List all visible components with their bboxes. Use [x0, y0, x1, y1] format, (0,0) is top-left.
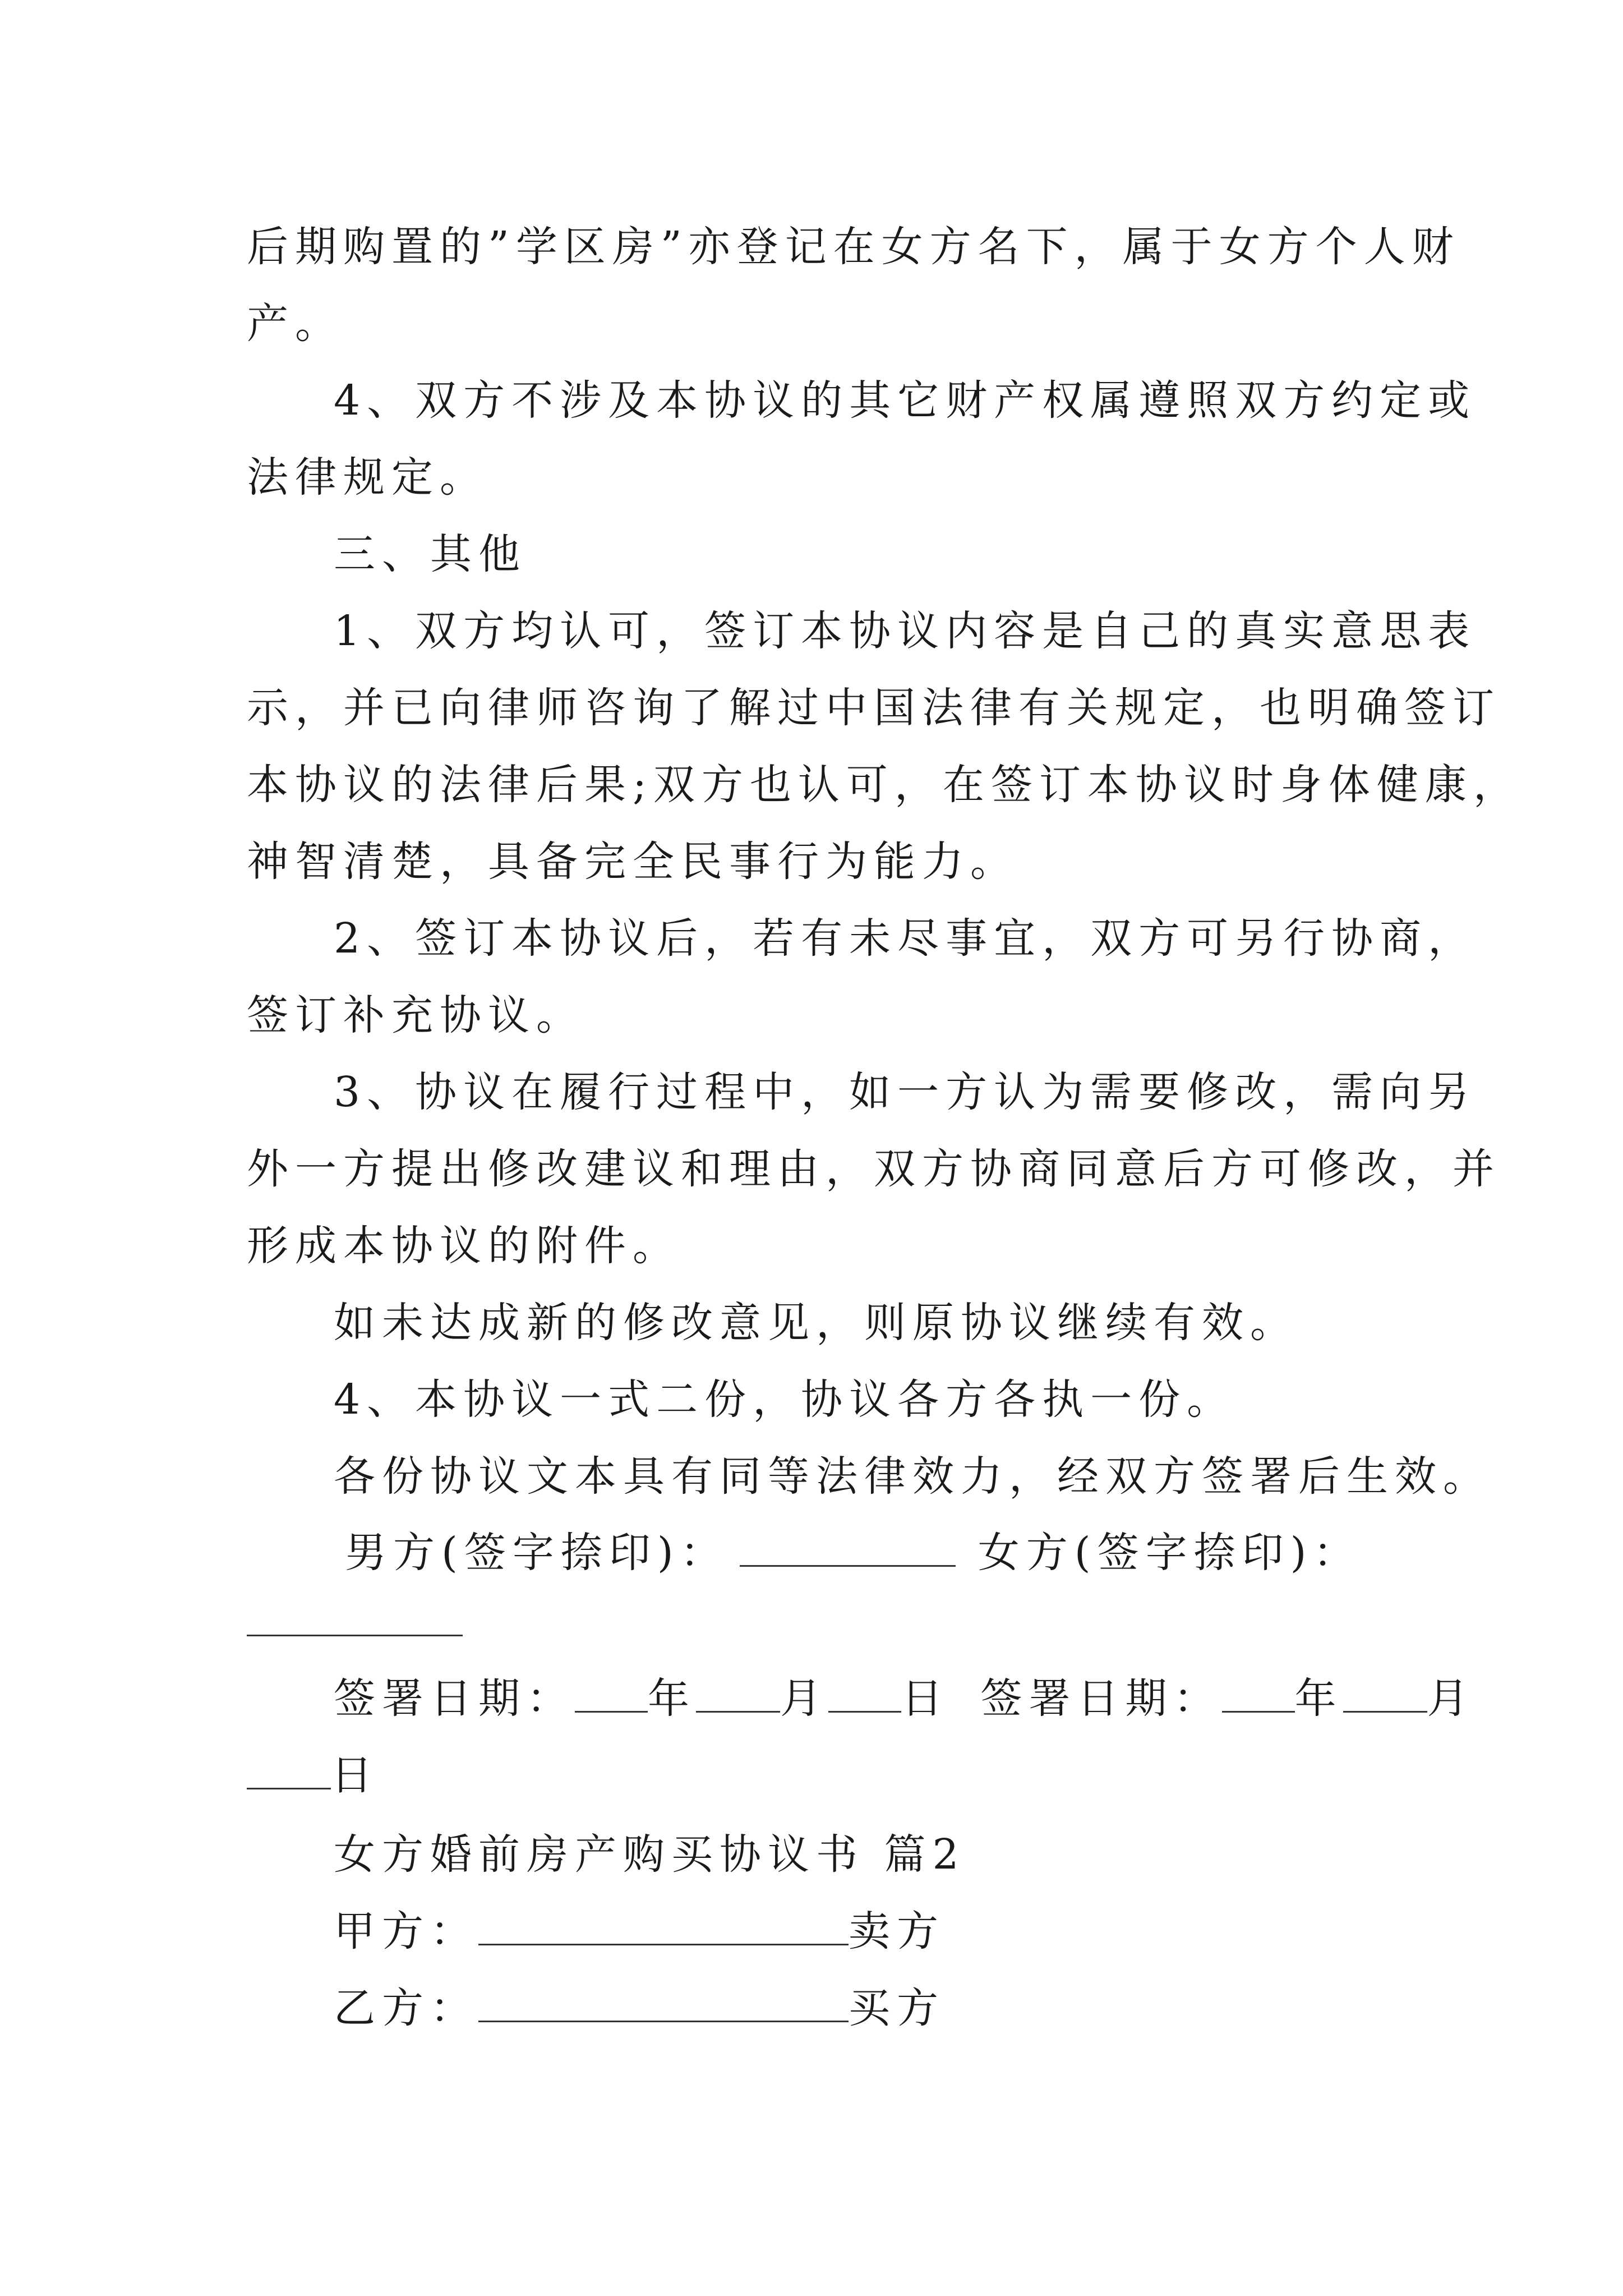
- year-blank: [575, 1673, 648, 1713]
- text-line: 形成本协议的附件。: [247, 1222, 681, 1270]
- month-label-2: 月: [1427, 1674, 1476, 1723]
- text-line: 4、双方不涉及本协议的其它财产权属遵照双方约定或: [334, 376, 1477, 425]
- month-blank: [696, 1673, 780, 1713]
- text-line: 神智清楚，具备完全民事行为能力。: [247, 838, 1018, 886]
- paragraph-other-3: [247, 1054, 1501, 1285]
- year-label: 年: [648, 1674, 696, 1723]
- paragraph-no-agreement: [247, 1285, 1402, 1361]
- male-signature-label: 男方(签字捺印)：: [345, 1529, 728, 1577]
- next-agreement-title: [247, 1816, 1402, 1893]
- party-a-label: 甲方：: [334, 1907, 478, 1955]
- text-line: 产。: [247, 300, 343, 348]
- text-line: 示，并已向律师咨询了解过中国法律有关规定，也明确签订: [247, 684, 1501, 732]
- female-signature-blank: [247, 1597, 463, 1636]
- party-a-row: [247, 1893, 1402, 1970]
- party-b-blank: [478, 1983, 849, 2022]
- paragraph-effect: [247, 1438, 1491, 1515]
- text-line: 本协议的法律后果;双方也认可，在签订本协议时身体健康，: [247, 761, 1521, 809]
- year-blank-2: [1222, 1673, 1295, 1713]
- text-line: 如未达成新的修改意见，则原协议继续有效。: [334, 1299, 1298, 1347]
- text-line: 法律规定。: [247, 453, 488, 501]
- text-line: 签订补充协议。: [247, 991, 584, 1039]
- signature-line: [247, 1515, 1402, 1591]
- month-label: 月: [780, 1674, 828, 1723]
- day-blank: [828, 1673, 901, 1713]
- text-line: 1、双方均认可，签订本协议内容是自己的真实意思表: [334, 607, 1477, 655]
- signing-dates: [247, 1660, 1476, 1814]
- day-label-2: 日: [331, 1751, 379, 1800]
- paragraph-other-4: [247, 1361, 1402, 1438]
- party-b-role: 买方: [849, 1984, 945, 2032]
- paragraph-clause-4: [247, 362, 1477, 516]
- text-line: 各份协议文本具有同等法律效力，经双方签署后生效。: [334, 1452, 1491, 1501]
- date-label-1: 签署日期：: [334, 1674, 575, 1723]
- paragraph-other-2: [247, 900, 1477, 1054]
- party-b-row: [247, 1970, 1402, 2047]
- text-line: 4、本协议一式二份，协议各方各执一份。: [334, 1375, 1235, 1424]
- paragraph-property-clause: [247, 209, 1460, 362]
- section-heading-other: [247, 516, 1402, 593]
- paragraph-other-1: [247, 593, 1521, 900]
- party-a-line: [247, 1893, 1402, 1970]
- party-a-role: 卖方: [849, 1907, 945, 1955]
- signature-row: [247, 1515, 1402, 1636]
- party-b-label: 乙方：: [334, 1984, 478, 2032]
- text-line: 3、协议在履行过程中，如一方认为需要修改，需向另: [334, 1068, 1477, 1116]
- date-line: [247, 1660, 1476, 1737]
- agreement-title: 女方婚前房产购买协议书 篇2: [334, 1830, 966, 1879]
- text-line: 后期购置的”学区房”亦登记在女方名下，属于女方个人财: [247, 223, 1460, 271]
- female-signature-label: 女方(签字捺印)：: [978, 1529, 1362, 1577]
- date-line-cont: [247, 1737, 1402, 1814]
- text-line: 2、签订本协议后，若有未尽事宜，双方可另行协商，: [334, 914, 1477, 963]
- month-blank-2: [1343, 1673, 1427, 1713]
- section-title: 三、其他: [334, 530, 527, 578]
- male-signature-blank: [740, 1527, 956, 1567]
- date-label-2: 签署日期：: [980, 1674, 1222, 1723]
- party-b-line: [247, 1970, 1402, 2047]
- day-blank-2: [247, 1750, 331, 1789]
- year-label-2: 年: [1294, 1674, 1343, 1723]
- text-line: 外一方提出修改建议和理由，双方协商同意后方可修改，并: [247, 1145, 1501, 1193]
- party-a-blank: [478, 1906, 849, 1945]
- day-label: 日: [901, 1674, 949, 1723]
